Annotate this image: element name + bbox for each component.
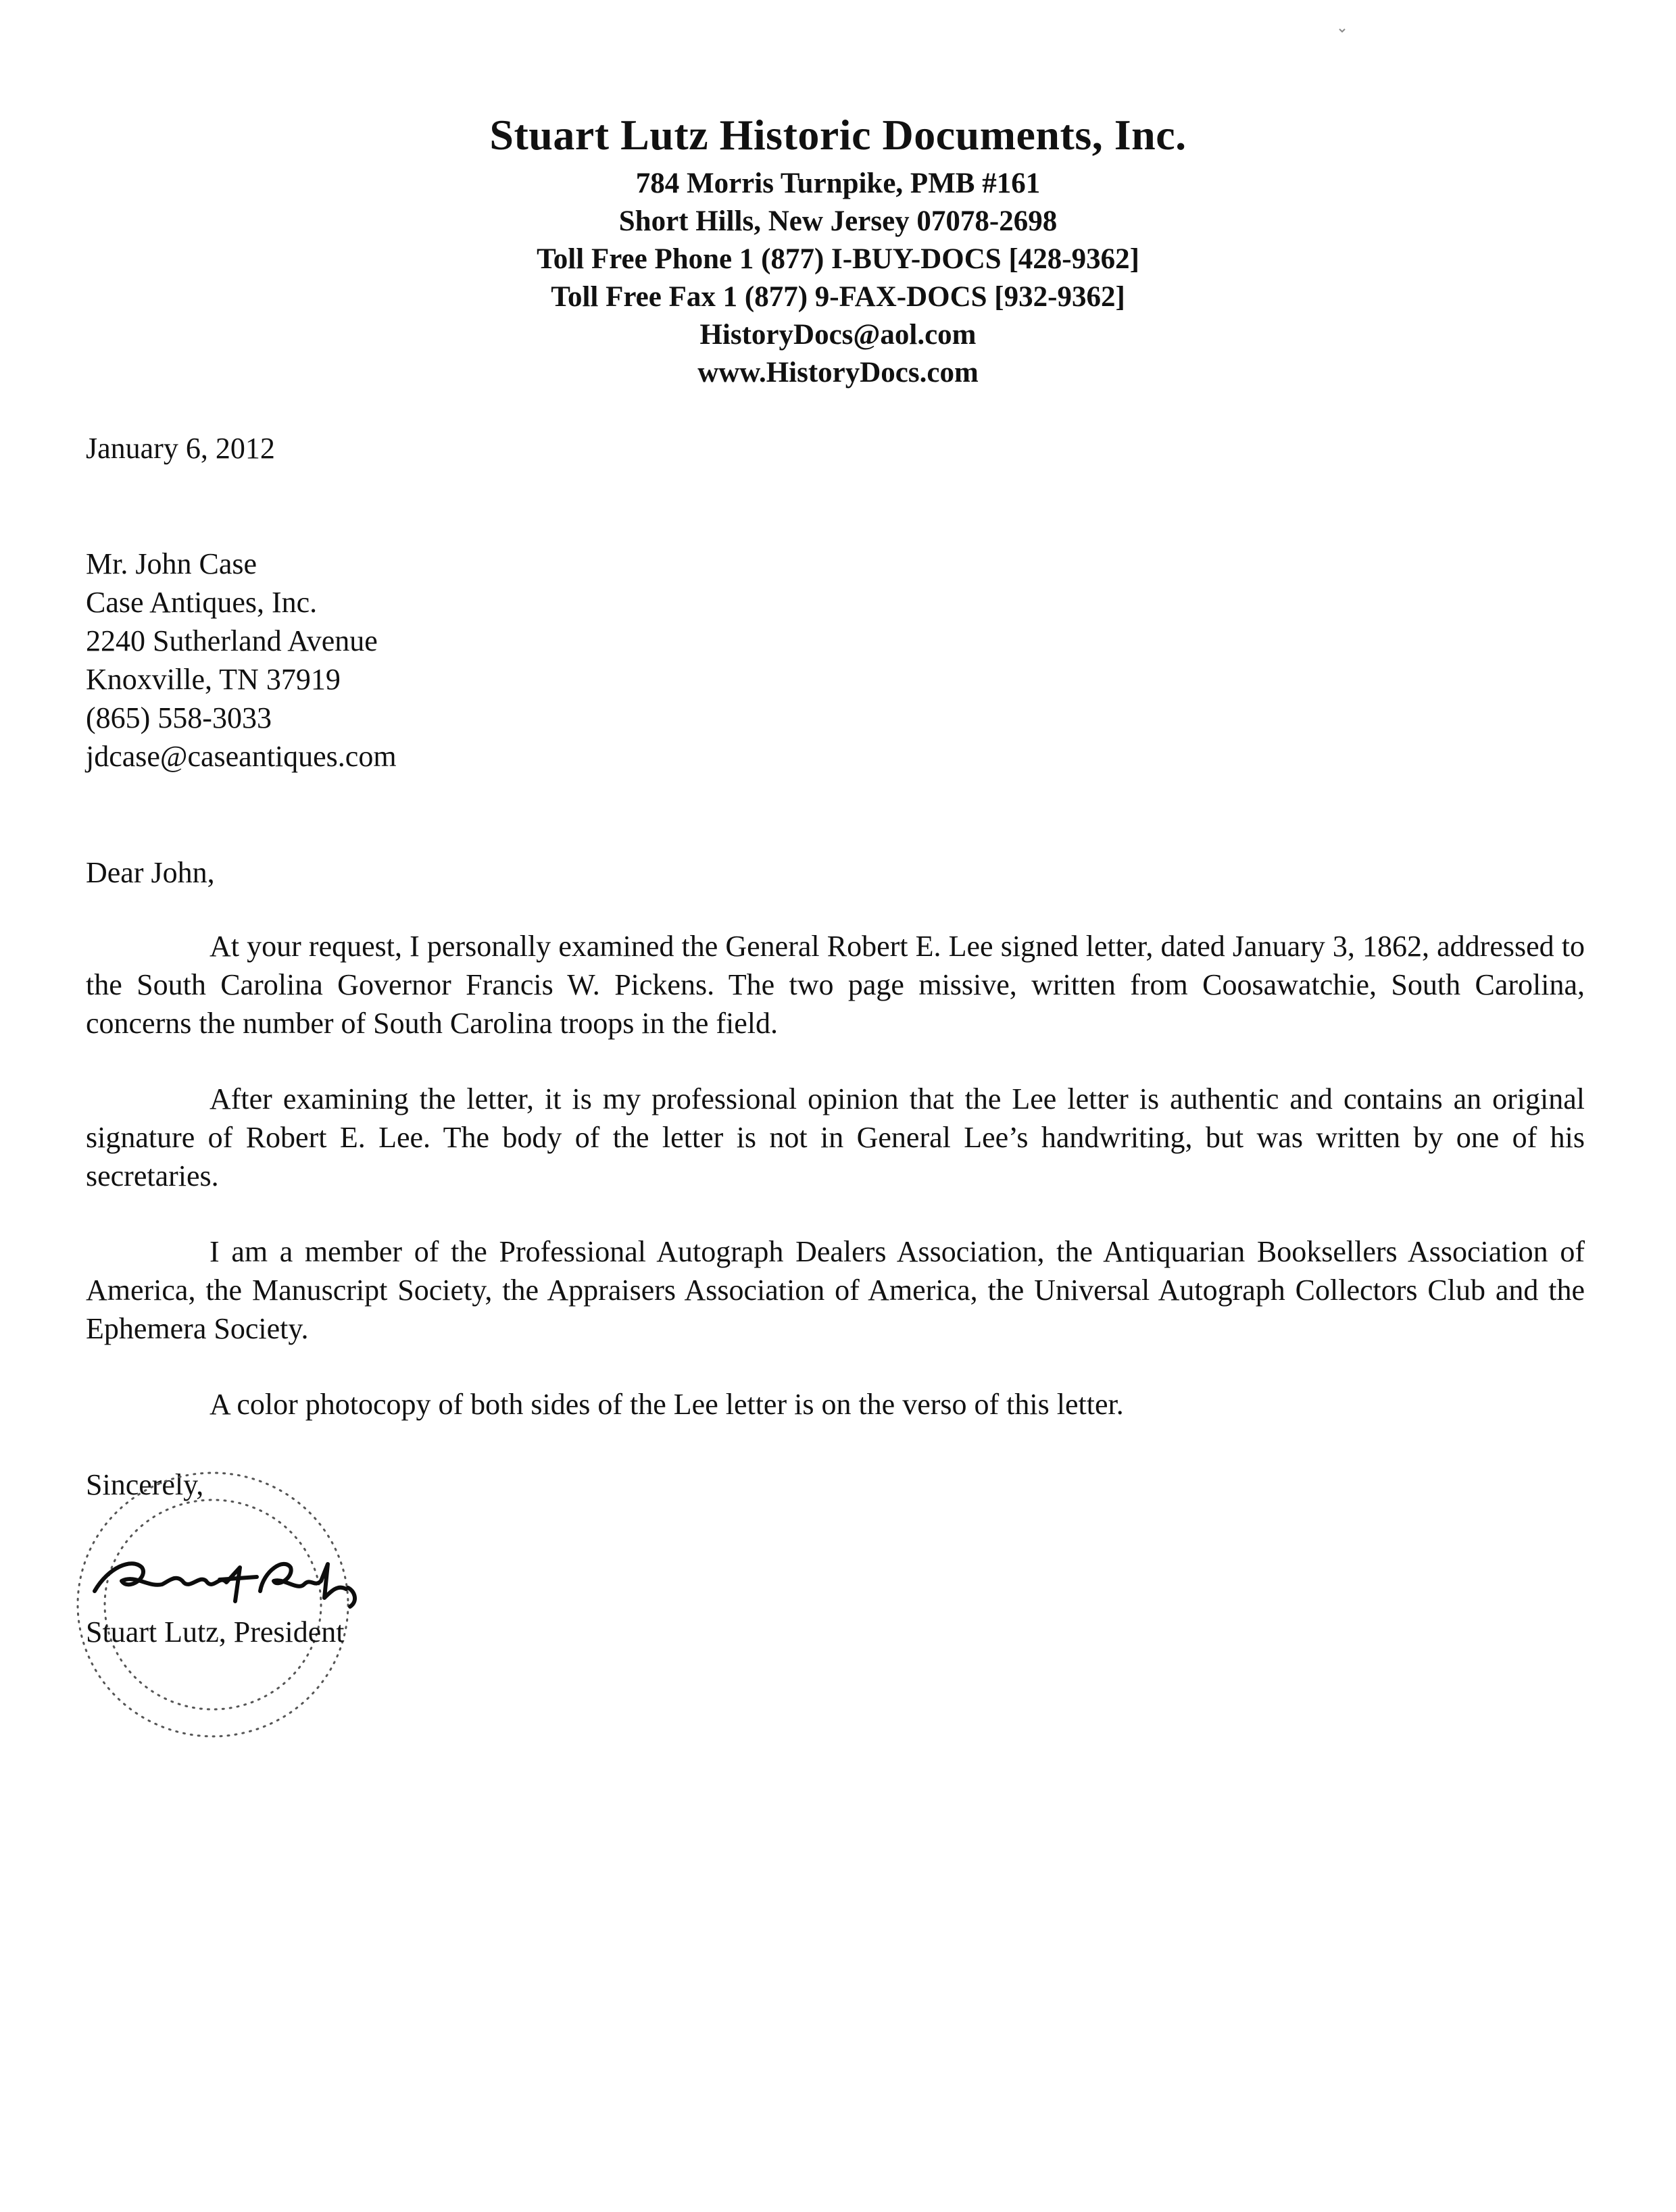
- closing: Sincerely,: [86, 1468, 204, 1501]
- scan-speck-icon: [1338, 27, 1346, 34]
- letter-body: [86, 927, 1585, 1461]
- salutation: Dear John,: [86, 856, 215, 889]
- recipient-name: Mr. John Case: [86, 547, 257, 580]
- letter-date: January 6, 2012: [86, 432, 275, 465]
- signer-name-title: Stuart Lutz, President: [86, 1615, 345, 1649]
- letterhead: [0, 108, 1676, 392]
- body-paragraph-4: A color photocopy of both sides of the Lee letter is on the verso of this letter.: [210, 1388, 1124, 1421]
- company-address-line2: Short Hills, New Jersey 07078-2698: [618, 205, 1058, 237]
- recipient-company: Case Antiques, Inc.: [86, 586, 318, 619]
- body-paragraph-3: I am a member of the Professional Autograph Dealers Association, the Antiquarian Booksellers Association of America, the Manuscript Society, the Appraisers Association of America, the Universal Autograph Collectors Club and the Ephemera Society.: [86, 1235, 1585, 1345]
- signature-block: [41, 1453, 392, 1757]
- company-email: HistoryDocs@aol.com: [699, 319, 977, 351]
- recipient-phone: (865) 558-3033: [86, 701, 272, 734]
- company-fax: Toll Free Fax 1 (877) 9-FAX-DOCS [932-9362]: [551, 281, 1125, 313]
- body-paragraph-1: At your request, I personally examined the General Robert E. Lee signed letter, dated January 3, 1862, addressed to the South Carolina Governor Francis W. Pickens. The two page missive, written from Coosawatchie, South Carolina, concerns the number of South Carolina troops in the field.: [86, 930, 1585, 1040]
- company-phone: Toll Free Phone 1 (877) I-BUY-DOCS [428-9362]: [537, 243, 1139, 275]
- recipient-block: [86, 545, 397, 776]
- recipient-street: 2240 Sutherland Avenue: [86, 624, 378, 657]
- company-address-line1: 784 Morris Turnpike, PMB #161: [635, 168, 1041, 199]
- body-paragraph-2: After examining the letter, it is my professional opinion that the Lee letter is authentic and contains an original signature of Robert E. Lee. The body of the letter is not in General Lee’s handwriting, but was written by one of his secretaries.: [86, 1082, 1585, 1192]
- company-website: www.HistoryDocs.com: [697, 357, 979, 388]
- recipient-email: jdcase@caseantiques.com: [86, 740, 397, 773]
- company-name: Stuart Lutz Historic Documents, Inc.: [489, 111, 1187, 159]
- recipient-city: Knoxville, TN 37919: [86, 663, 341, 696]
